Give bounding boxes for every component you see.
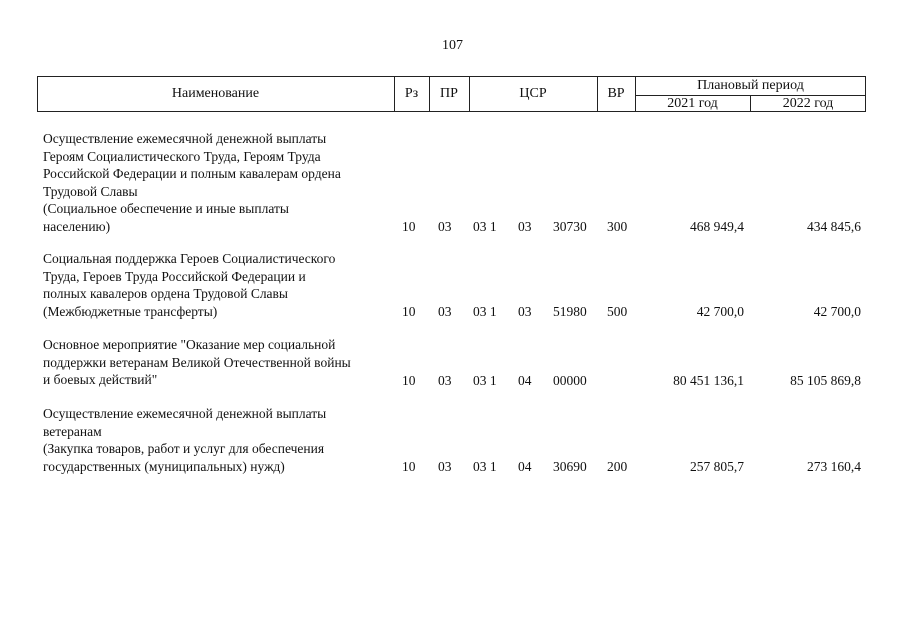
name-line: Героям Социалистического Труда, Героям Труда bbox=[43, 148, 321, 164]
header-vr: ВР bbox=[607, 86, 625, 101]
cell-amount-2021: 257 805,7 bbox=[690, 458, 744, 474]
name-line: Труда, Героев Труда Российской Федерации и bbox=[43, 268, 306, 284]
header-csr: ЦСР bbox=[519, 86, 547, 101]
name-line: (Межбюджетные трансферты) bbox=[43, 303, 218, 319]
cell-csr-program: 03 1 bbox=[473, 303, 497, 319]
cell-csr-direction: 30730 bbox=[553, 218, 587, 234]
name-line: Трудовой Славы bbox=[43, 183, 138, 199]
name-line: населению) bbox=[43, 218, 111, 234]
cell-rz: 10 bbox=[402, 458, 416, 474]
name-line: ветеранам bbox=[43, 423, 102, 439]
cell-csr-subprogram: 04 bbox=[518, 372, 532, 388]
cell-rz: 10 bbox=[402, 372, 416, 388]
cell-pr: 03 bbox=[438, 303, 452, 319]
name-line: и боевых действий" bbox=[43, 372, 158, 387]
cell-csr-program: 03 1 bbox=[473, 372, 497, 388]
cell-csr-program: 03 1 bbox=[473, 218, 497, 234]
header-pr: ПР bbox=[440, 86, 458, 101]
cell-amount-2022: 42 700,0 bbox=[813, 303, 861, 319]
table-row bbox=[0, 130, 905, 235]
cell-pr: 03 bbox=[438, 372, 452, 388]
name-line: полных кавалеров ордена Трудовой Славы bbox=[43, 286, 288, 301]
header-year-2021: 2021 год bbox=[667, 95, 718, 111]
header-name: Наименование bbox=[171, 86, 260, 101]
name-line: Социальная поддержка Героев Социалистического bbox=[43, 251, 336, 266]
cell-csr-subprogram: 04 bbox=[518, 458, 532, 474]
row-name bbox=[43, 130, 395, 235]
cell-amount-2021: 80 451 136,1 bbox=[673, 372, 744, 388]
cell-rz: 10 bbox=[402, 303, 416, 319]
name-line: (Закупка товаров, работ и услуг для обеспечения bbox=[43, 441, 325, 456]
cell-vr: 200 bbox=[607, 458, 628, 474]
cell-amount-2022: 273 160,4 bbox=[807, 458, 861, 474]
cell-pr: 03 bbox=[438, 218, 452, 234]
cell-csr-program: 03 1 bbox=[473, 458, 497, 474]
row-name bbox=[43, 336, 395, 389]
header-planned-period: Плановый период bbox=[697, 77, 804, 93]
name-line: Осуществление ежемесячной денежной выплаты bbox=[43, 131, 327, 146]
name-line: (Социальное обеспечение и иные выплаты bbox=[43, 201, 289, 216]
name-line: государственных (муниципальных) нужд) bbox=[43, 458, 285, 474]
cell-csr-subprogram: 03 bbox=[518, 303, 532, 319]
table-row bbox=[0, 250, 905, 320]
name-line: Основное мероприятие "Оказание мер социальной bbox=[43, 337, 336, 352]
cell-csr-subprogram: 03 bbox=[518, 218, 532, 234]
cell-amount-2021: 468 949,4 bbox=[690, 218, 744, 234]
header-rz: Рз bbox=[404, 86, 419, 101]
name-line: Российской Федерации и полным кавалерам ордена bbox=[43, 166, 341, 181]
cell-vr: 500 bbox=[607, 303, 628, 319]
cell-amount-2021: 42 700,0 bbox=[696, 303, 744, 319]
cell-amount-2022: 85 105 869,8 bbox=[790, 372, 861, 388]
cell-rz: 10 bbox=[402, 218, 416, 234]
table-row bbox=[0, 336, 905, 389]
name-line: Осуществление ежемесячной денежной выплаты bbox=[43, 406, 327, 421]
cell-vr: 300 bbox=[607, 218, 628, 234]
cell-csr-direction: 00000 bbox=[553, 372, 587, 388]
table-header bbox=[37, 76, 866, 112]
name-line: поддержки ветеранам Великой Отечественной войны bbox=[43, 354, 351, 370]
cell-pr: 03 bbox=[438, 458, 452, 474]
table-row bbox=[0, 405, 905, 475]
header-year-2022: 2022 год bbox=[782, 95, 834, 111]
page-number: 107 bbox=[442, 38, 463, 53]
cell-amount-2022: 434 845,6 bbox=[807, 218, 861, 234]
cell-csr-direction: 30690 bbox=[553, 458, 587, 474]
row-name bbox=[43, 250, 395, 320]
cell-csr-direction: 51980 bbox=[553, 303, 587, 319]
row-name bbox=[43, 405, 395, 475]
